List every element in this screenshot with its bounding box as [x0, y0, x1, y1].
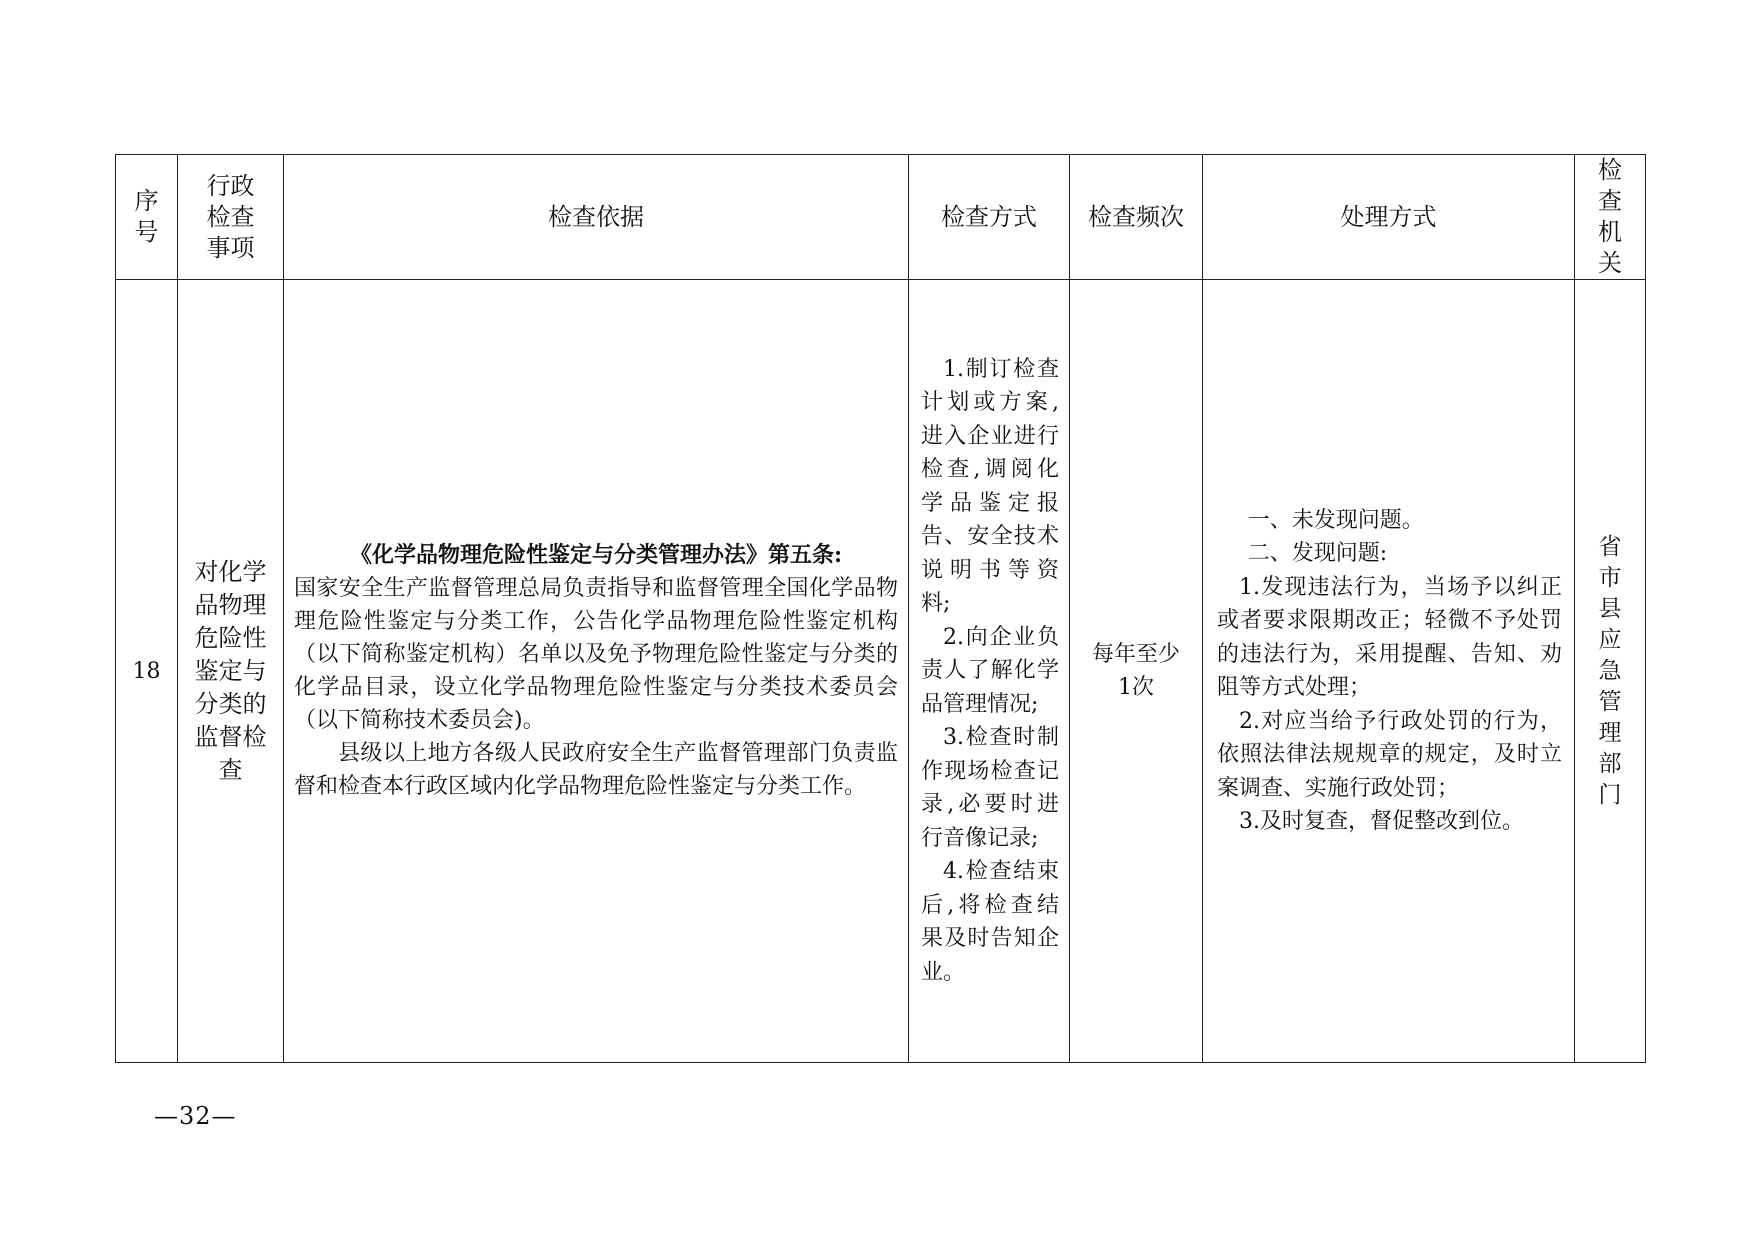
method-step-3: 3.检查时制作现场检查记录,必要时进行音像记录; [921, 725, 1059, 851]
inspection-method [909, 280, 1070, 1063]
header-authority-char-4: 关 [1598, 249, 1622, 277]
header-authority [1575, 155, 1646, 280]
inspection-item [178, 280, 284, 1063]
method-step-1: 1.制订检查计划或方案,进入企业进行检查,调阅化学品鉴定报告、安全技术说明书等资料; [921, 356, 1059, 617]
authority-text: 省市县应急管理部门 [1598, 533, 1622, 808]
basis-paragraph-1: 国家安全生产监督管理总局负责指导和监督管理全国化学品物理危险性鉴定与分类工作，公告化学品物理危险性鉴定机构（以下简称鉴定机构）名单以及免予物理危险性鉴定与分类的化学品目录，设立化学品物理危险性鉴定与分类技术委员会（以下简称技术委员会)。 [294, 576, 898, 733]
header-item-line-1: 行政 [206, 171, 255, 200]
inspection-table [115, 154, 1646, 1063]
handling-item-5: 3.及时复查，督促整改到位。 [1239, 809, 1524, 834]
inspection-frequency [1070, 280, 1203, 1063]
basis-paragraph-2: 县级以上地方各级人民政府安全生产监督管理部门负责监督和检查本行政区域内化学品物理危险性鉴定与分类工作。 [294, 741, 898, 799]
frequency-line-1: 每年至少 [1091, 642, 1180, 667]
handling-item-4: 2.对应当给予行政处罚的行为，依照法律法规规章的规定，及时立案调查、实施行政处罚； [1217, 708, 1562, 801]
handling-item-1: 一、未发现问题。 [1247, 507, 1424, 533]
handling-method [1203, 280, 1575, 1063]
inspection-basis [284, 280, 909, 1063]
method-step-4: 4.检查结束后,将检查结果及时告知企业。 [921, 859, 1059, 985]
header-handling: 处理方式 [1203, 155, 1575, 280]
header-basis: 检查依据 [284, 155, 909, 280]
header-item-line-3: 事项 [206, 233, 255, 262]
method-step-2: 2.向企业负责人了解化学品管理情况; [921, 624, 1059, 717]
header-item [178, 155, 284, 280]
header-no-text: 序号 [134, 187, 159, 246]
basis-title: 《化学品物理危险性鉴定与分类管理办法》第五条: [349, 542, 843, 568]
inspection-item-text: 对化学品物理危险性鉴定与分类的监督检查 [194, 557, 267, 784]
page-number: —32— [154, 1102, 237, 1130]
header-authority-char-1: 检 [1598, 156, 1622, 184]
handling-item-3: 1.发现违法行为，当场予以纠正或者要求限期改正；轻微不予处罚的违法行为，采用提醒、告知、劝阻等方式处理； [1217, 574, 1562, 700]
inspection-authority [1575, 280, 1646, 1063]
handling-item-2: 二、发现问题: [1247, 541, 1388, 566]
header-authority-char-2: 查 [1598, 187, 1622, 215]
header-item-line-2: 检查 [206, 202, 255, 231]
frequency-line-2: 1次 [1118, 675, 1154, 700]
header-frequency: 检查频次 [1070, 155, 1203, 280]
row-number: 18 [116, 280, 178, 1063]
header-no [116, 155, 178, 280]
header-row [116, 155, 1646, 280]
header-authority-char-3: 机 [1598, 218, 1622, 246]
header-method: 检查方式 [909, 155, 1070, 280]
table-row [116, 280, 1646, 1063]
